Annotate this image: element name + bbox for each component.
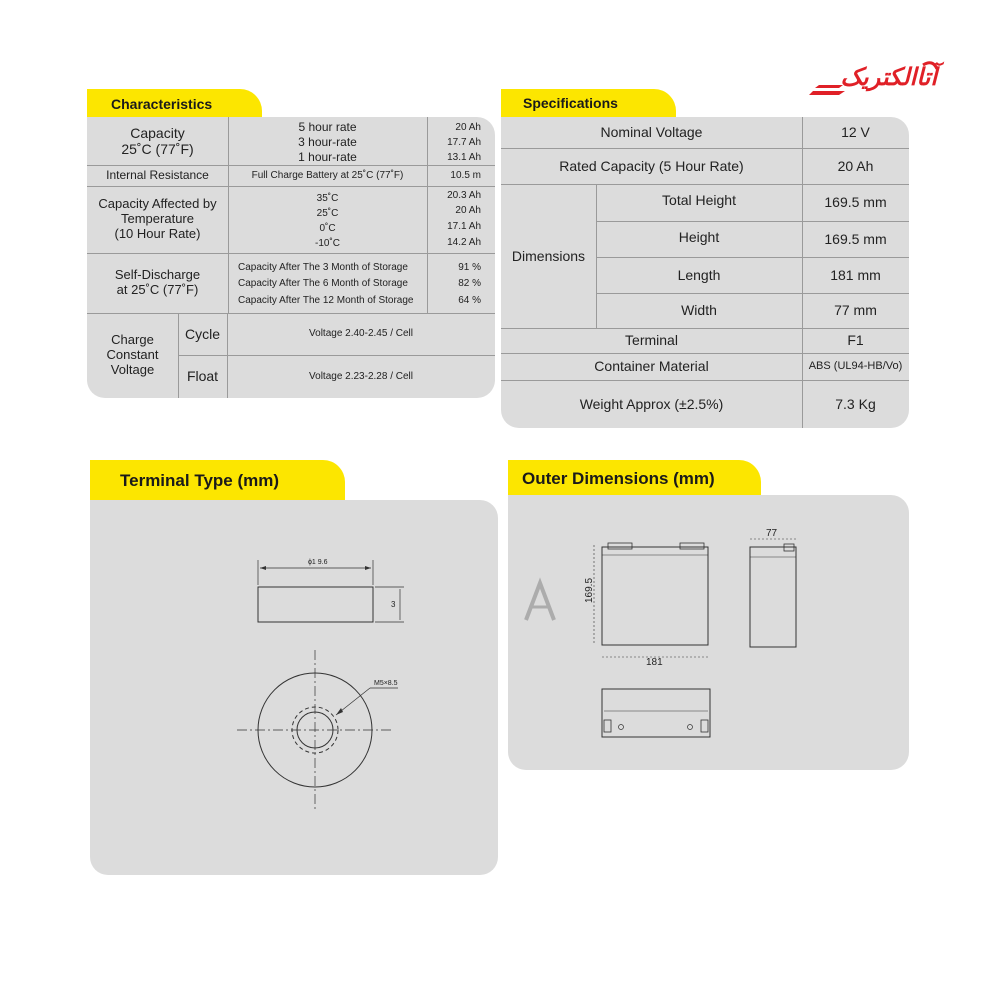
- charge-label: Charge Constant Voltage: [106, 332, 159, 377]
- brand-logo: [805, 55, 940, 105]
- terminal-type-panel: [90, 500, 498, 875]
- capacity-value-3h: 17.7 Ah: [447, 136, 481, 148]
- rated-capacity-label: Rated Capacity (5 Hour Rate): [559, 157, 744, 174]
- weight-value: 7.3 Kg: [835, 395, 876, 412]
- temp-value-25: 20 Ah: [455, 204, 481, 216]
- self-discharge-6m: Capacity After The 6 Month of Storage: [238, 278, 408, 290]
- characteristics-title: Characteristics: [111, 96, 213, 112]
- rate-3h: 3 hour-rate: [298, 134, 357, 149]
- terminal-drawing: [90, 500, 498, 875]
- self-discharge-12m: Capacity After The 12 Month of Storage: [238, 295, 414, 307]
- specifications-tab: [501, 89, 676, 119]
- specifications-panel: [501, 117, 909, 428]
- self-discharge-label: Self-Discharge at 25˚C (77˚F): [114, 267, 201, 297]
- watermark-icon: [526, 583, 554, 620]
- self-discharge-value-12m: 64 %: [458, 295, 481, 307]
- characteristics-tab: [87, 89, 262, 119]
- total-height-value: 169.5 mm: [824, 194, 887, 211]
- diameter-label: ϕ1 9.6: [308, 559, 328, 566]
- temp-value-minus-10: 14.2 Ah: [447, 236, 481, 248]
- self-discharge-3m: Capacity After The 3 Month of Storage: [238, 262, 408, 274]
- rate-1h: 1 hour-rate: [298, 149, 357, 164]
- capacity-label: Capacity 25˚C (77˚F): [121, 124, 194, 157]
- rate-5h: 5 hour rate: [298, 119, 357, 134]
- container-value: ABS (UL94-HB/Vo): [808, 360, 903, 373]
- length-label: Length: [677, 266, 721, 283]
- height-label: Height: [678, 229, 720, 246]
- self-discharge-value-6m: 82 %: [458, 278, 481, 290]
- total-height-label: Total Height: [662, 192, 736, 209]
- length-value: 181 mm: [830, 266, 881, 283]
- outer-dimensions-panel: [508, 495, 909, 770]
- temperature-label: Capacity Affected by Temperature (10 Hour Rate): [98, 196, 217, 241]
- temp-25: 25˚C: [316, 207, 339, 219]
- rated-capacity-value: 20 Ah: [837, 157, 874, 174]
- outer-dimensions-title: Outer Dimensions (mm): [522, 469, 715, 488]
- temp-0: 0˚C: [319, 222, 336, 234]
- terminal-value: F1: [847, 332, 864, 349]
- width-value: 77 mm: [834, 302, 877, 319]
- width-dim-label: 77: [766, 528, 778, 539]
- nominal-voltage-label: Nominal Voltage: [600, 124, 703, 141]
- container-label: Container Material: [594, 358, 709, 375]
- specifications-title: Specifications: [523, 95, 618, 111]
- length-dim-label: 181: [646, 657, 663, 668]
- height-dim-label: 169.5: [584, 577, 595, 603]
- dimensions-label: Dimensions: [511, 247, 586, 264]
- logo-text: آتاالکتریک: [840, 64, 937, 91]
- characteristics-panel: [87, 117, 495, 398]
- height-value: 169.5 mm: [824, 230, 887, 247]
- internal-resistance-value: 10.5 m: [450, 169, 481, 181]
- float-value: Voltage 2.23-2.28 / Cell: [309, 370, 413, 382]
- internal-resistance-label: Internal Resistance: [106, 167, 209, 182]
- float-label: Float: [186, 368, 219, 385]
- temp-value-0: 17.1 Ah: [447, 220, 481, 232]
- terminal-label: Terminal: [625, 332, 678, 349]
- temp-minus-10: -10˚C: [314, 237, 340, 249]
- internal-resistance-condition: Full Charge Battery at 25˚C (77˚F): [251, 169, 404, 181]
- cycle-value: Voltage 2.40-2.45 / Cell: [309, 328, 413, 340]
- capacity-value-1h: 13.1 Ah: [447, 151, 481, 163]
- cycle-label: Cycle: [184, 325, 220, 342]
- terminal-type-tab: [90, 460, 345, 504]
- outer-dimensions-drawing: [508, 495, 909, 770]
- capacity-value-5h: 20 Ah: [455, 121, 481, 133]
- nominal-voltage-value: 12 V: [841, 124, 870, 141]
- self-discharge-value-3m: 91 %: [458, 262, 481, 274]
- weight-label: Weight Approx (±2.5%): [579, 395, 724, 412]
- width-label: Width: [681, 302, 717, 319]
- thickness-label: 3: [391, 600, 396, 609]
- terminal-type-title: Terminal Type (mm): [120, 471, 280, 490]
- outer-dimensions-tab: [508, 460, 761, 498]
- temp-35: 35˚C: [316, 192, 339, 204]
- temp-value-35: 20.3 Ah: [447, 189, 481, 201]
- thread-label: M5×8.5: [374, 680, 398, 687]
